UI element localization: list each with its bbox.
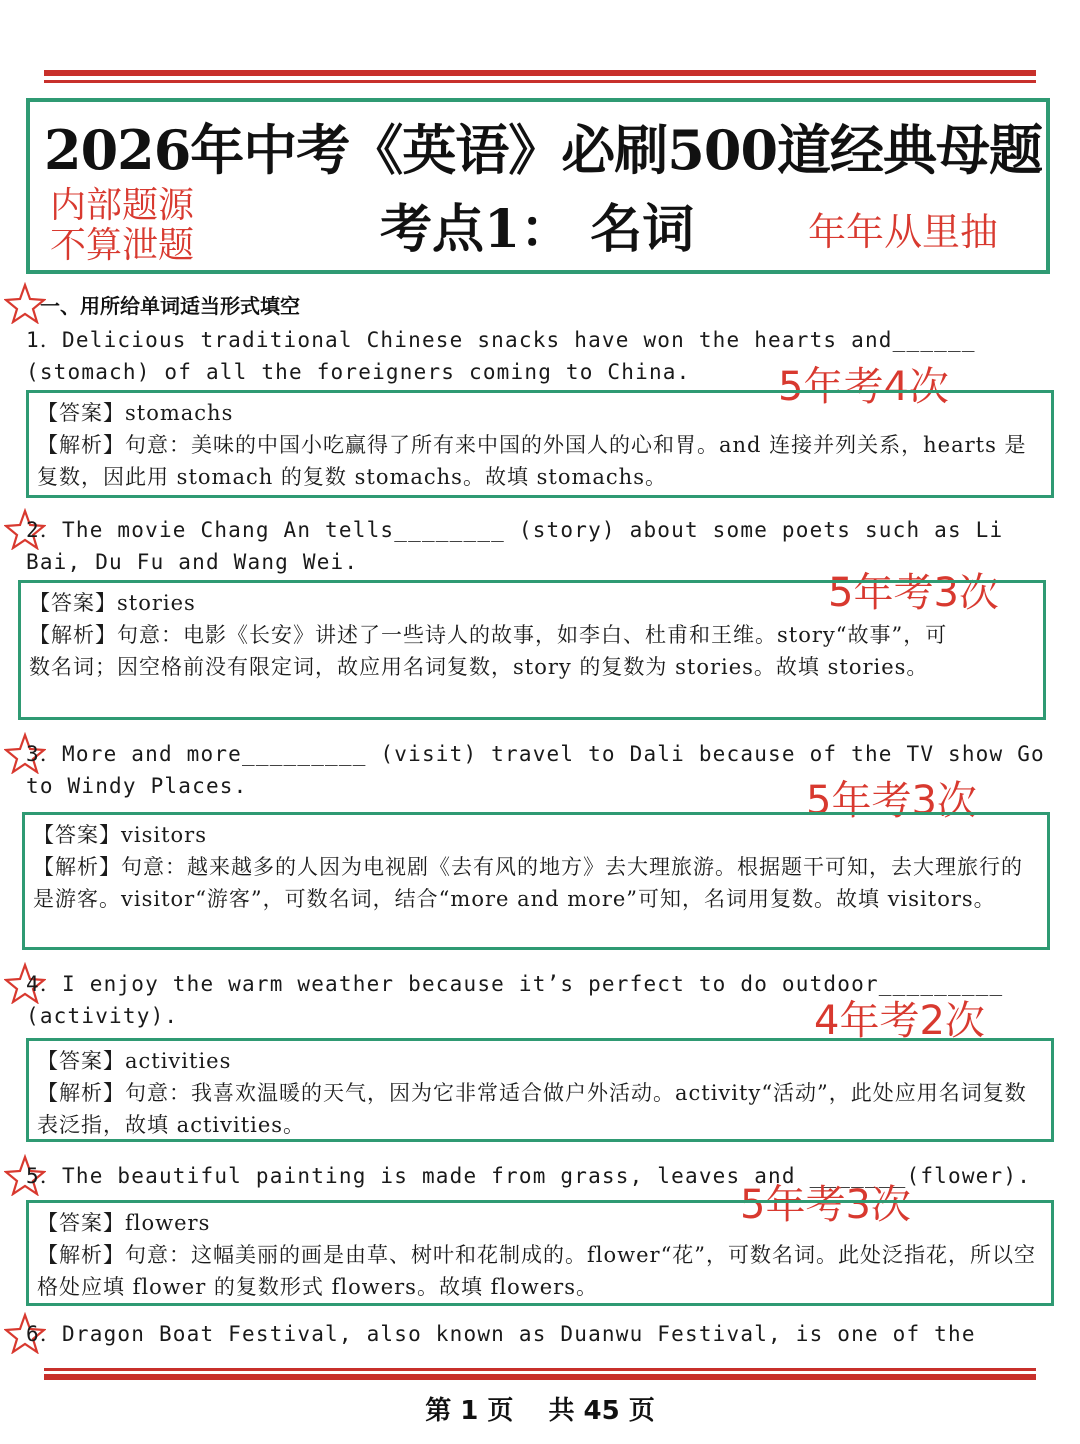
answer-box-4 xyxy=(26,1038,1054,1142)
page-subtitle: 考点1： 名词 xyxy=(380,199,695,260)
answer-box-5 xyxy=(26,1200,1054,1306)
note-left-line1: 内部题源 xyxy=(50,185,195,226)
bottom-rule-thick xyxy=(44,1374,1036,1380)
top-rule-thin xyxy=(44,80,1036,83)
page-title: 2026年中考《英语》必刷500道经典母题 xyxy=(44,118,1043,182)
handwritten-note-right: 年年从里抽 xyxy=(808,210,999,254)
frequency-note-1: 5年考4次 xyxy=(778,364,949,410)
section-title: 一、用所给单词适当形式填空 xyxy=(40,294,300,318)
answer-2: 【答案】stories xyxy=(29,591,196,615)
question-4: 4．I enjoy the warm weather because it’s perfect to do outdoor_________ (activity). xyxy=(26,972,1018,1028)
answer-3: 【答案】visitors xyxy=(33,823,207,847)
question-2: 2．The movie Chang An tells________ (story) about some poets such as Li Bai, Du Fu and Wang Wei. xyxy=(26,518,1018,574)
answer-box-1 xyxy=(26,390,1054,498)
answer-4: 【答案】activities xyxy=(37,1049,232,1073)
handwritten-note-left xyxy=(50,186,194,266)
answer-1: 【答案】stomachs xyxy=(37,401,234,425)
question-5: 5．The beautiful painting is made from grass, leaves and _______(flower). xyxy=(26,1164,1032,1188)
answer-box-3 xyxy=(22,812,1050,950)
question-3: 3．More and more_________ (visit) travel to Dali because of the TV show Go to Windy Places. xyxy=(26,742,1059,798)
note-left-line2: 不算泄题 xyxy=(50,225,195,266)
analysis-5: 【解析】句意：这幅美丽的画是由草、树叶和花制成的。flower“花”，可数名词。此处泛指花，所以空格处应填 flower 的复数形式 flowers。故填 flowers。 xyxy=(37,1243,1037,1299)
frequency-note-4: 4年考2次 xyxy=(814,998,985,1044)
frequency-note-5: 5年考3次 xyxy=(740,1182,911,1228)
frequency-note-3: 5年考3次 xyxy=(806,778,977,824)
title-box xyxy=(26,98,1050,274)
top-rule-thick xyxy=(44,70,1036,76)
bottom-rule-thin xyxy=(44,1368,1036,1371)
frequency-note-2: 5年考3次 xyxy=(828,570,999,616)
star-mark-icon xyxy=(4,282,46,324)
answer-box-2 xyxy=(18,580,1046,720)
question-1: 1．Delicious traditional Chinese snacks have won the hearts and______ (stomach) of all the foreigners coming to China. xyxy=(26,328,990,384)
analysis-4: 【解析】句意：我喜欢温暖的天气，因为它非常适合做户外活动。activity“活动”，此处应用名词复数表泛指，故填 activities。 xyxy=(37,1081,1027,1137)
analysis-2: 【解析】句意：电影《长安》讲述了一些诗人的故事，如李白、杜甫和王维。story“故事”，可数名词；因空格前没有限定词，故应用名词复数，story 的复数为 stories。故填 stories。 xyxy=(29,623,948,679)
analysis-3: 【解析】句意：越来越多的人因为电视剧《去有风的地方》去大理旅游。根据题干可知，去大理旅行的是游客。visitor“游客”，可数名词，结合“more and more”可知，名词用复数。故填 visitors。 xyxy=(33,855,1023,911)
question-6: 6．Dragon Boat Festival, also known as Duanwu Festival, is one of the xyxy=(26,1322,976,1346)
page-number: 第 1 页 共 45 页 xyxy=(425,1396,655,1426)
answer-5: 【答案】flowers xyxy=(37,1211,211,1235)
analysis-1: 【解析】句意：美味的中国小吃赢得了所有来中国的外国人的心和胃。and 连接并列关系，hearts 是复数，因此用 stomach 的复数 stomachs。故填 stomachs。 xyxy=(37,433,1027,489)
